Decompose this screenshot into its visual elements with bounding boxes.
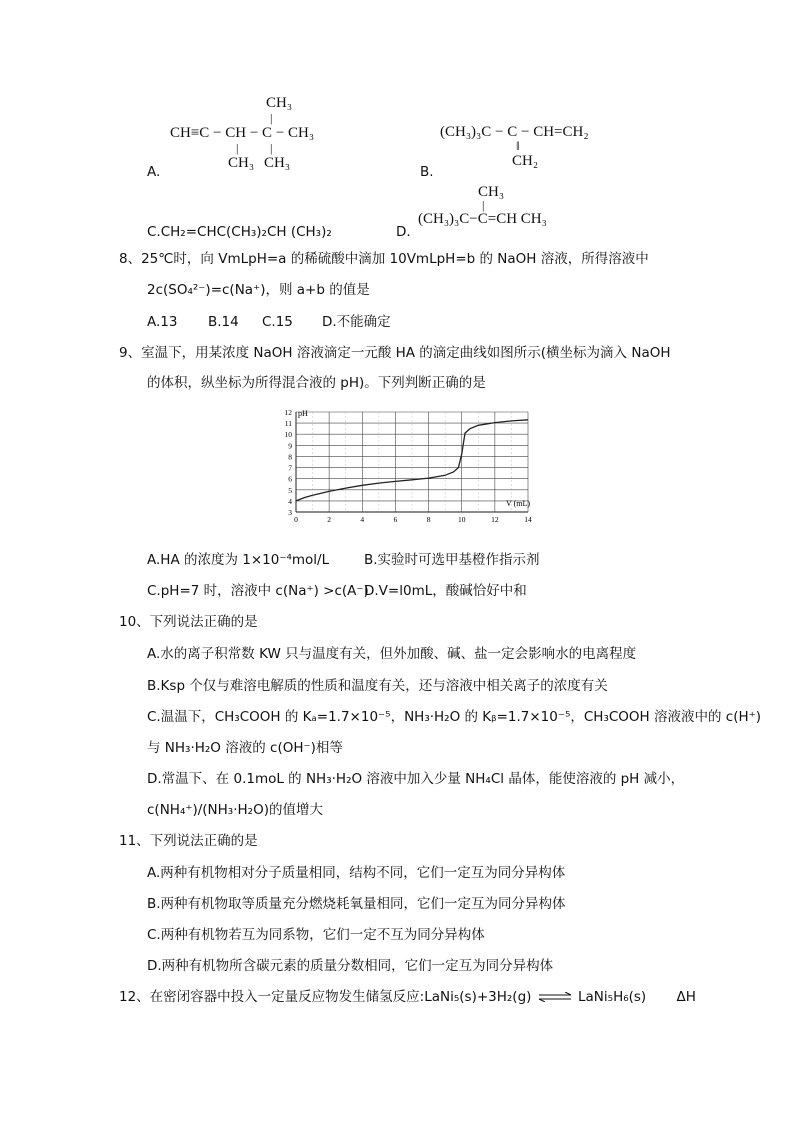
q9-option-a: A.HA 的浓度为 1×10⁻⁴mol/L xyxy=(147,552,330,568)
q9-line2: 的体积，纵坐标为所得混合液的 pH)。下列判断正确的是 xyxy=(147,375,486,391)
q11-option-a: A.两种有机物相对分子质量相同，结构不同，它们一定互为同分异构体 xyxy=(147,865,566,881)
bond-vertical: | xyxy=(270,141,273,155)
option-d-label: D. xyxy=(396,224,411,240)
q10-option-d-line2: c(NH₄⁺)/(NH₃·H₂O)的值增大 xyxy=(147,802,323,818)
q10-title: 10、下列说法正确的是 xyxy=(119,614,258,630)
bond-vertical: | xyxy=(482,198,485,212)
y-tick-label: 8 xyxy=(288,452,292,462)
q10-option-c-line2: 与 NH₃·H₂O 溶液的 c(OH⁻)相等 xyxy=(147,740,343,756)
q11-title: 11、下列说法正确的是 xyxy=(119,833,258,849)
double-bond: ‖ xyxy=(516,138,520,153)
x-tick-label: 0 xyxy=(294,515,298,524)
q10-option-d-line1: D.常温下、在 0.1moL 的 NH₃·H₂O 溶液中加入少量 NH₄Cl 晶体，能使溶液的 pH 减小， xyxy=(147,771,685,787)
x-axis-label: V (mL) xyxy=(506,499,531,508)
q9-option-b: B.实验时可选甲基橙作指示剂 xyxy=(364,552,540,568)
bond-vertical: | xyxy=(236,141,239,155)
y-tick-label: 6 xyxy=(288,474,292,484)
x-tick-label: 14 xyxy=(524,515,532,524)
structure-a-main: CH≡C − CH − C − CH₃ xyxy=(170,125,315,141)
structure-a-bottom-right: CH₃ xyxy=(264,155,291,171)
structure-b-main: (CH₃)₃C − C − CH=CH₂ xyxy=(440,124,589,140)
structure-d-main: (CH₃)₃C−C=CH CH₃ xyxy=(418,211,547,227)
q8-option-b: B.14 xyxy=(208,314,239,330)
option-a-label: A. xyxy=(147,164,161,180)
y-tick-label: 4 xyxy=(288,496,292,506)
q9-option-d: D.V=l0mL，酸碱恰好中和 xyxy=(364,583,527,599)
structure-a-top: CH₃ xyxy=(266,95,293,111)
x-tick-label: 8 xyxy=(426,515,431,524)
q8-option-d: D.不能确定 xyxy=(322,314,391,330)
bond-vertical: | xyxy=(270,111,273,125)
q10-option-a: A.水的离子积常数 KW 只与温度有关，但外加酸、碱、盐一定会影响水的电离程度 xyxy=(147,646,637,662)
structure-b-sub: CH₂ xyxy=(512,153,539,169)
q10-option-b: B.Ksp 个仅与难溶电解质的性质和温度有关，还与溶液中相关离子的浓度有关 xyxy=(147,678,608,694)
q11-option-c: C.两种有机物若互为同系物，它们一定不互为同分异构体 xyxy=(147,927,485,943)
q10-option-c-line1: C.温温下，CH₃COOH 的 Kₐ=1.7×10⁻⁵，NH₃·H₂O 的 Kᵦ=1.7×10⁻⁵，CH₃COOH 溶液液中的 c(H⁺) xyxy=(147,709,762,725)
y-tick-label: 10 xyxy=(284,430,292,440)
q12-reactants: 12、在密闭容器中投入一定量反应物发生储氢反应:LaNi₅(s)+3H₂(g) xyxy=(119,989,532,1005)
y-tick-label: 7 xyxy=(288,463,292,473)
x-tick-label: 2 xyxy=(327,515,332,524)
x-tick-labels xyxy=(294,515,532,524)
q8-option-c: C.15 xyxy=(262,314,293,330)
chart-grid xyxy=(296,412,531,512)
structure-b xyxy=(440,124,610,174)
y-tick-label: 11 xyxy=(284,419,292,429)
q8-line2: 2c(SO₄²⁻)=c(Na⁺)，则 a+b 的值是 xyxy=(147,282,370,298)
structure-a-bottom-left: CH₃ xyxy=(228,155,255,171)
q8-option-a: A.13 xyxy=(147,314,178,330)
x-tick-label: 6 xyxy=(393,515,398,524)
y-tick-label: 9 xyxy=(288,441,292,451)
y-tick-label: 12 xyxy=(284,408,292,417)
q12-enthalpy: ΔH xyxy=(676,989,696,1005)
equilibrium-arrow-icon xyxy=(538,992,572,1002)
option-b-label: B. xyxy=(420,164,434,180)
structure-d-top: CH₃ xyxy=(478,184,505,200)
q11-option-b: B.两种有机物取等质量充分燃烧耗氧量相同，它们一定互为同分异构体 xyxy=(147,896,566,912)
x-tick-label: 12 xyxy=(491,515,499,524)
structure-d xyxy=(418,184,568,232)
y-tick-label: 3 xyxy=(288,508,292,517)
titration-chart xyxy=(276,404,538,534)
y-tick-label: 5 xyxy=(288,485,292,495)
q12-product: LaNi₅H₆(s) xyxy=(578,989,647,1005)
q8-line1: 8、25℃时，向 VmLpH=a 的稀硫酸中滴加 10VmLpH=b 的 NaOH 溶液，所得溶液中 xyxy=(119,251,649,267)
q12-line1 xyxy=(119,988,696,1006)
y-axis-label: pH xyxy=(298,409,308,418)
q11-option-d: D.两种有机物所含碳元素的质量分数相同，它们一定互为同分异构体 xyxy=(147,958,554,974)
q9-line1: 9、室温下，用某浓度 NaOH 溶液滴定一元酸 HA 的滴定曲线如图所示(横坐标为滴入 NaOH xyxy=(119,345,671,361)
structure-a xyxy=(170,95,340,175)
q9-option-c: C.pH=7 时，溶液中 c(Na⁺) >c(A⁻) xyxy=(147,583,369,599)
x-tick-label: 4 xyxy=(360,515,365,524)
y-tick-labels xyxy=(285,408,293,517)
option-c-text: C.CH₂=CHC(CH₃)₂CH (CH₃)₂ xyxy=(147,224,332,240)
x-tick-label: 10 xyxy=(457,515,466,524)
